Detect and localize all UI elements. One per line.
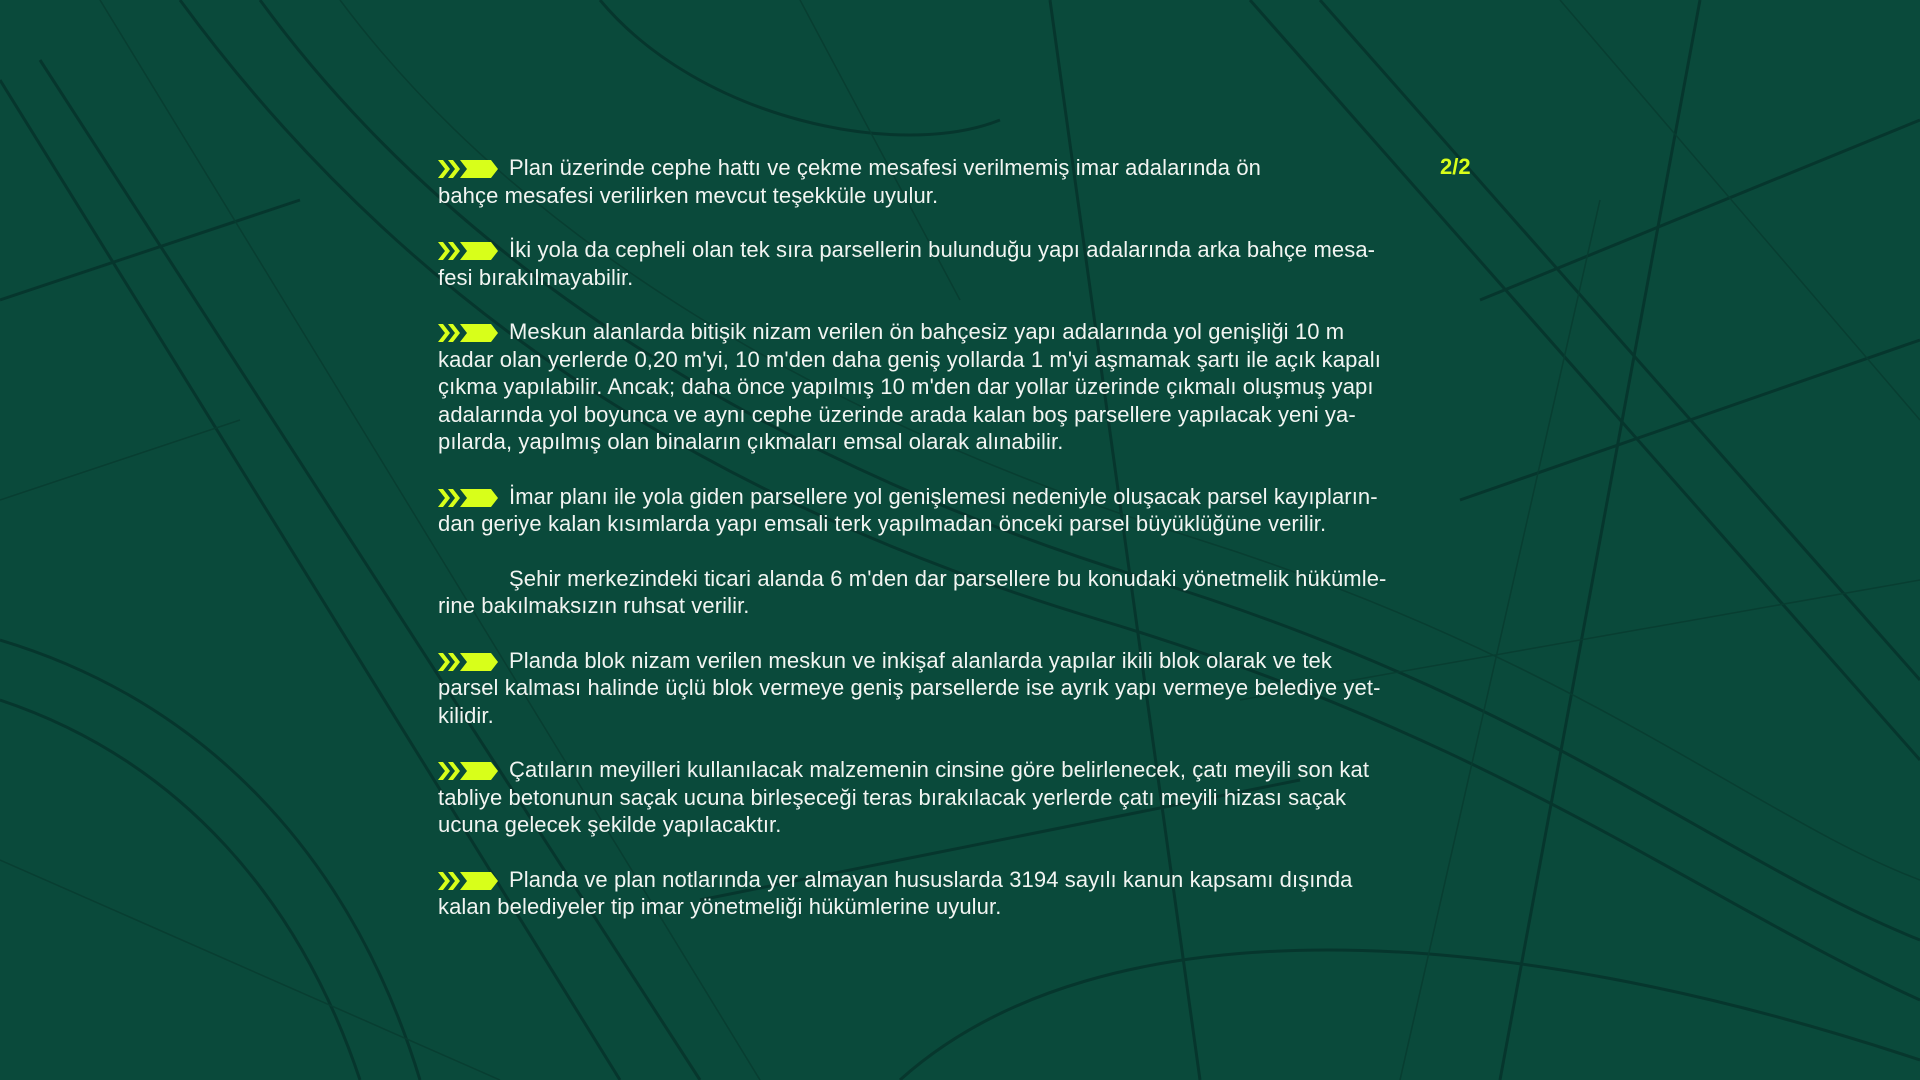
note-line: Meskun alanlarda bitişik nizam verilen ön bahçesiz yapı adalarında yol genişliği 10 m bbox=[509, 319, 1345, 344]
plan-note bbox=[438, 236, 1498, 291]
double-chevron-arrow-icon bbox=[438, 762, 498, 780]
note-line: çıkma yapılabilir. Ancak; daha önce yapılmış 10 m'den dar yollar üzerinde çıkmalı oluşmuş yapı bbox=[438, 374, 1374, 399]
double-chevron-arrow-icon bbox=[438, 324, 498, 342]
note-line: dan geriye kalan kısımlarda yapı emsali terk yapılmadan önceki parsel büyüklüğüne verilir. bbox=[438, 511, 1327, 536]
page-number: 2/2 bbox=[1440, 154, 1471, 179]
double-chevron-arrow-icon bbox=[438, 160, 498, 178]
note-line: tabliye betonunun saçak ucuna birleşeceği teras bırakılacak yerlerde çatı meyili hizası saçak bbox=[438, 784, 1347, 810]
note-line: parsel kalması halinde üçlü blok vermeye geniş parsellerde ise ayrık yapı vermeye belediye yet- bbox=[438, 675, 1381, 700]
plan-notes-list bbox=[438, 154, 1498, 948]
note-line: Plan üzerinde cephe hattı ve çekme mesafesi verilmemiş imar adalarında ön bbox=[509, 155, 1261, 180]
note-line: pılarda, yapılmış olan binaların çıkmaları emsal olarak alınabilir. bbox=[438, 429, 1064, 454]
note-line: adalarında yol boyunca ve aynı cephe üzerinde arada kalan boş parsellere yapılacak yeni ya- bbox=[438, 401, 1356, 427]
note-line: kalan belediyeler tip imar yönetmeliği hükümlerine uyulur. bbox=[438, 894, 1002, 919]
double-chevron-arrow-icon bbox=[438, 489, 498, 507]
note-line: kadar olan yerlerde 0,20 m'yi, 10 m'den daha geniş yollarda 1 m'yi aşmamak şartı ile açık kapalı bbox=[438, 346, 1381, 372]
note-line: kilidir. bbox=[438, 702, 494, 728]
note-line: bahçe mesafesi verilirken mevcut teşekküle uyulur. bbox=[438, 182, 939, 208]
double-chevron-arrow-icon bbox=[438, 653, 498, 671]
plan-note bbox=[438, 318, 1498, 456]
double-chevron-arrow-icon bbox=[438, 242, 498, 260]
note-line: Planda blok nizam verilen meskun ve inkişaf alanlarda yapılar ikili blok olarak ve tek bbox=[509, 647, 1332, 673]
plan-note bbox=[438, 647, 1498, 730]
plan-note bbox=[438, 756, 1498, 839]
plan-note bbox=[438, 483, 1498, 538]
plan-note bbox=[438, 866, 1498, 921]
note-line: İki yola da cepheli olan tek sıra parsellerin bulunduğu yapı adalarında arka bahçe mesa- bbox=[509, 237, 1376, 262]
note-line: Planda ve plan notlarında yer almayan hususlarda 3194 sayılı kanun kapsamı dışında bbox=[509, 866, 1353, 892]
note-line: Şehir merkezindeki ticari alanda 6 m'den dar parsellere bu konudaki yönetmelik hükümle- bbox=[509, 565, 1387, 591]
note-line: Çatıların meyilleri kullanılacak malzemenin cinsine göre belirlenecek, çatı meyili son kat bbox=[509, 757, 1370, 782]
double-chevron-arrow-icon bbox=[438, 872, 498, 890]
note-line: İmar planı ile yola giden parsellere yol genişlemesi nedeniyle oluşacak parsel kayıpların- bbox=[509, 483, 1378, 509]
plan-note bbox=[438, 154, 1498, 209]
note-line: rine bakılmaksızın ruhsat verilir. bbox=[438, 593, 750, 618]
note-line: ucuna gelecek şekilde yapılacaktır. bbox=[438, 812, 782, 837]
note-line: fesi bırakılmayabilir. bbox=[438, 264, 634, 290]
plan-note bbox=[438, 565, 1498, 620]
